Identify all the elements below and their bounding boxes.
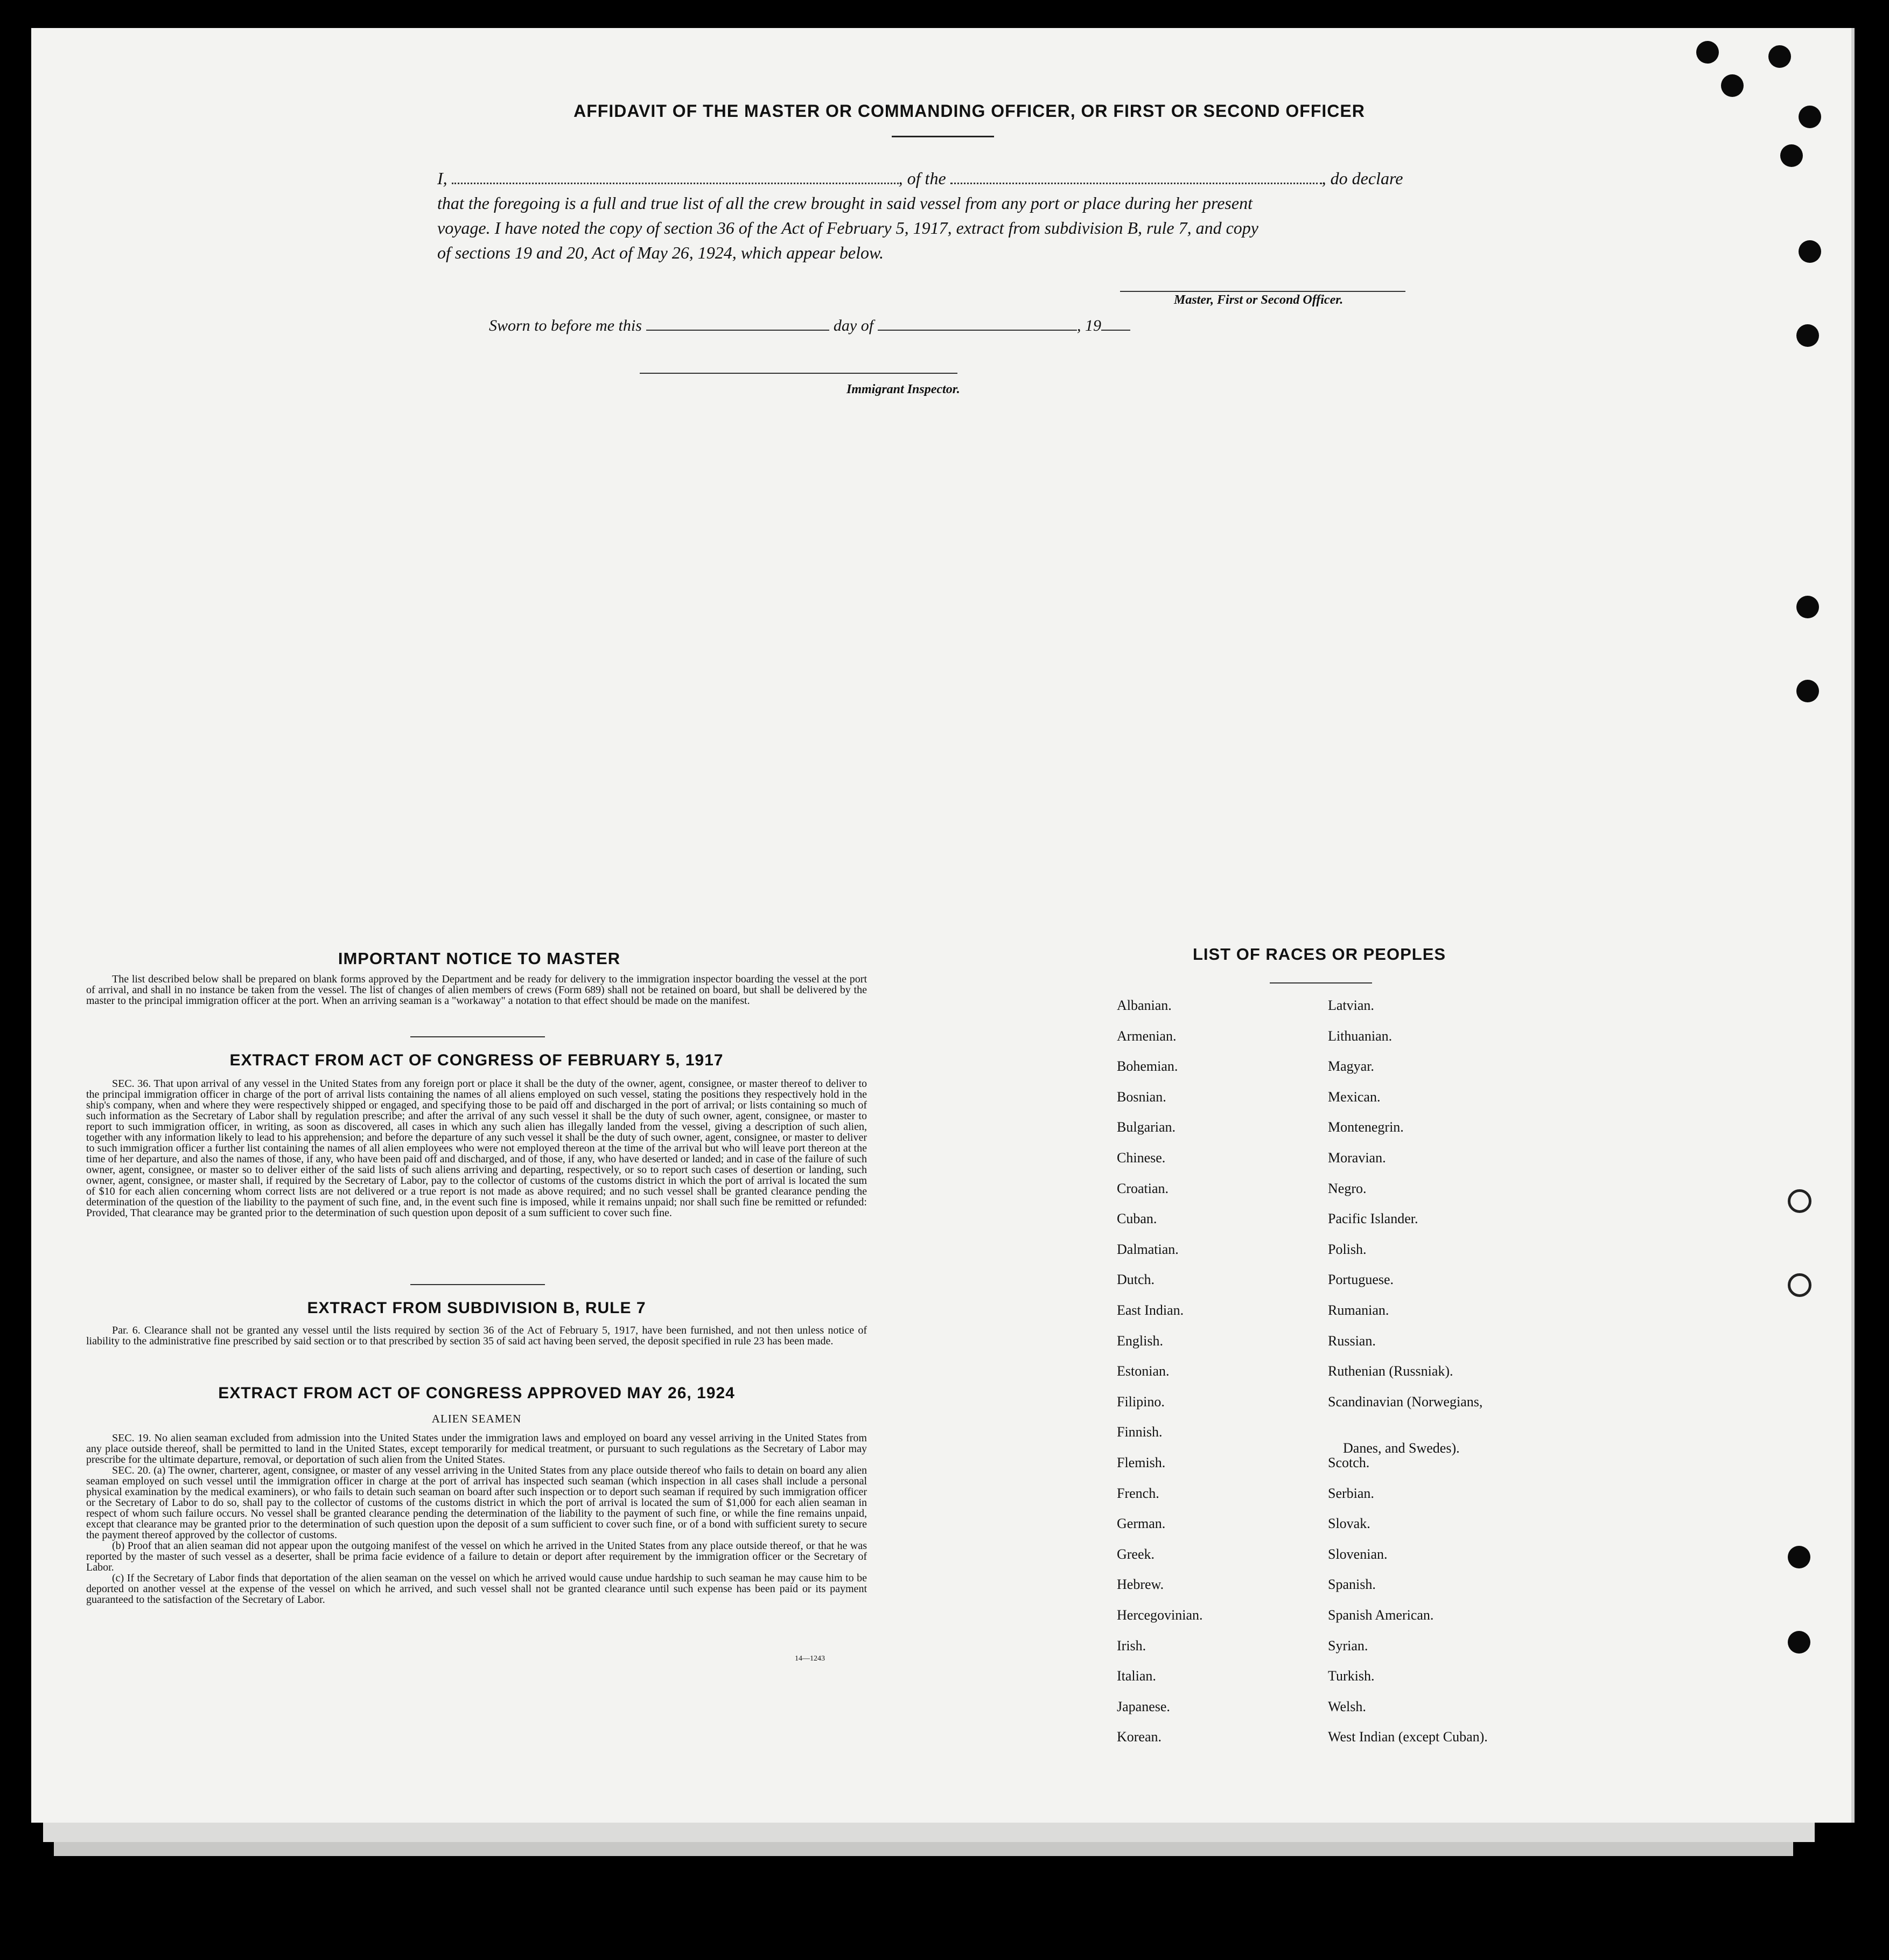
race-item: Latvian. xyxy=(1328,998,1374,1013)
race-item: Welsh. xyxy=(1328,1699,1366,1714)
race-item: Bohemian. xyxy=(1117,1058,1178,1074)
binder-hole xyxy=(1799,106,1821,128)
sworn-text: Sworn to before me this xyxy=(489,317,642,334)
race-item: Serbian. xyxy=(1328,1485,1374,1501)
extract-1924-title: EXTRACT FROM ACT OF CONGRESS APPROVED MAY 26, 1924 xyxy=(218,1384,735,1402)
race-item: Cuban. xyxy=(1117,1211,1157,1226)
race-item: Montenegrin. xyxy=(1328,1119,1404,1135)
sworn-year: , 19 xyxy=(1077,317,1102,334)
sec-20c: (c) If the Secretary of Labor finds that deportation of the alien seaman on the vessel on which he arrived would cause undue hardship to such seaman he may cause him to be deported on another vessel at the expense of the vessel on which he arrived, and such vessel shall not be granted clearance until such expense has been paid or its payment guaranteed to the satisfaction of the Secretary of Labor. xyxy=(86,1572,867,1606)
binder-hole xyxy=(1796,324,1819,347)
master-signature-label: Master, First or Second Officer. xyxy=(1174,293,1344,307)
binder-ring xyxy=(1788,1189,1811,1213)
divider xyxy=(892,136,994,137)
race-item: English. xyxy=(1117,1333,1163,1349)
race-item: Filipino. xyxy=(1117,1394,1165,1410)
divider xyxy=(1270,982,1372,984)
binder-hole xyxy=(1768,45,1791,68)
affidavit-body xyxy=(437,166,1450,265)
race-item: Japanese. xyxy=(1117,1699,1170,1714)
inspector-signature-line xyxy=(640,373,957,374)
race-item: Slovenian. xyxy=(1328,1546,1388,1562)
race-item: Bosnian. xyxy=(1117,1089,1166,1105)
binder-hole xyxy=(1721,74,1744,97)
race-item: Bulgarian. xyxy=(1117,1119,1176,1135)
race-item: Turkish. xyxy=(1328,1668,1375,1684)
sworn-line xyxy=(489,317,1243,335)
race-item: Flemish. xyxy=(1117,1455,1166,1470)
affidavit-of-the: , of the xyxy=(898,169,946,188)
underlying-page-edge-2 xyxy=(54,1842,1793,1856)
race-item: Spanish American. xyxy=(1328,1607,1434,1623)
binder-hole xyxy=(1796,680,1819,702)
notice-title: IMPORTANT NOTICE TO MASTER xyxy=(338,949,621,968)
affidavit-line-1 xyxy=(437,166,1450,191)
affidavit-i: I, xyxy=(437,169,447,188)
race-item: Greek. xyxy=(1117,1546,1155,1562)
race-item: Scotch. xyxy=(1328,1455,1370,1470)
race-item: Mexican. xyxy=(1328,1089,1381,1105)
race-item: Finnish. xyxy=(1117,1424,1163,1440)
race-item: Chinese. xyxy=(1117,1150,1166,1166)
form-number: 14—1243 xyxy=(795,1655,825,1663)
race-item: Croatian. xyxy=(1117,1181,1169,1196)
sworn-day-of: day of xyxy=(833,317,874,334)
sworn-month-blank xyxy=(878,330,1077,331)
affidavit-line-2: that the foregoing is a full and true list of all the crew brought in said vessel from any port or place during her present xyxy=(437,193,1253,213)
inspector-label: Immigrant Inspector. xyxy=(846,382,960,396)
affidavit-do-declare: , do declare xyxy=(1321,169,1403,188)
binder-hole xyxy=(1799,240,1821,263)
sworn-day-blank xyxy=(646,330,829,331)
race-item: Pacific Islander. xyxy=(1328,1211,1418,1226)
vessel-blank xyxy=(950,183,1322,184)
divider xyxy=(410,1036,545,1037)
binder-hole xyxy=(1796,596,1819,618)
extract-rule7-title: EXTRACT FROM SUBDIVISION B, RULE 7 xyxy=(307,1299,646,1317)
race-item: Armenian. xyxy=(1117,1028,1177,1044)
race-item: Irish. xyxy=(1117,1638,1146,1654)
binder-hole xyxy=(1788,1631,1810,1654)
sworn-year-blank xyxy=(1101,330,1130,331)
race-item: German. xyxy=(1117,1516,1166,1531)
sec-20b: (b) Proof that an alien seaman did not appear upon the outgoing manifest of the vessel on which he arrived in the United States from any place outside thereof, or that he was reported by the master of such vessel as a deserter, shall be prima facie evidence of a failure to detain or deport after requirement by the immigration officer or the Secretary of Labor. xyxy=(86,1540,867,1573)
master-signature-line xyxy=(1120,291,1405,292)
extract-rule7-body: Par. 6. Clearance shall not be granted any vessel until the lists required by section 36 of the Act of February 5, 1917, have been furnished, and not then unless notice of liability to the administrative fine prescribed by said section or to that prescribed by section 35 of said act having been served, the deposit specified in rule 23 has been made. xyxy=(86,1324,867,1347)
race-item: Negro. xyxy=(1328,1181,1367,1196)
race-item: Portuguese. xyxy=(1328,1272,1394,1287)
race-item: Italian. xyxy=(1117,1668,1156,1684)
race-item: Dalmatian. xyxy=(1117,1241,1179,1257)
binder-hole xyxy=(1696,41,1719,64)
race-item: Hebrew. xyxy=(1117,1577,1164,1592)
race-item: Spanish. xyxy=(1328,1577,1376,1592)
extract-1924-body xyxy=(86,1433,867,1605)
race-item: Polish. xyxy=(1328,1241,1367,1257)
notice-body: The list described below shall be prepared on blank forms approved by the Department and be ready for delivery to the immigration inspector boarding the vessel at the port of arrival, and shall in no instance be taken from the vessel. The list of changes of alien members of crews (Form 689) shall not be retained on board, but shall be delivered by the master to the principal immigration officer at the port. When an arriving seaman is a "workaway" a notation to that effect should be made on the manifest. xyxy=(86,973,867,1007)
affidavit-title: AFFIDAVIT OF THE MASTER OR COMMANDING OFFICER, OR FIRST OR SECOND OFFICER xyxy=(573,101,1365,121)
underlying-page-edge xyxy=(43,1823,1815,1842)
affidavit-line-4: of sections 19 and 20, Act of May 26, 1924, which appear below. xyxy=(437,243,884,262)
binder-ring xyxy=(1788,1273,1811,1297)
race-item: Albanian. xyxy=(1117,998,1172,1013)
race-item: East Indian. xyxy=(1117,1302,1184,1318)
binder-hole xyxy=(1788,1546,1810,1568)
race-item: French. xyxy=(1117,1485,1159,1501)
race-item: Korean. xyxy=(1117,1729,1162,1745)
extract-1917-body: SEC. 36. That upon arrival of any vessel in the United States from any foreign port or place it shall be the duty of the owner, agent, consignee, or master thereof to deliver to the principal immigration officer in charge of the port of arrival lists containing the names of all aliens employed on such vessel, stating the positions they respectively hold in the ship's company, when and where they were respectively shipped or engaged, and specifying those to be paid off and discharged in the port of arrival; or lists containing so much of such information as the Secretary of Labor shall by regulation prescribe; and after the arrival of any such vessel it shall be the duty of such owner, agent, consignee, or master to report to such immigration officer, in writing, as soon as discovered, all cases in which any such alien has illegally landed from the vessel, giving a description of such alien, together with any information likely to lead to his apprehension; and before the departure of any such vessel it shall be the duty of such owner, agent, consignee, or master to deliver to such immigration officer a further list containing the names of all alien employees who were not employed thereon at the time of the arrival but who will leave port thereon at the time of her departure, and also the names of those, if any, who have been paid off and discharged, and of those, if any, who have deserted or landed; and in case of the failure of such owner, agent, consignee, or master so to deliver either of the said lists of such aliens arriving and departing, respectively, or so to report such cases of desertion or landing, such owner, agent, consignee, or master shall, if required by the Secretary of Labor, pay to the collector of customs of the customs district in which the port of arrival is located the sum of $10 for each alien concerning whom correct lists are not delivered or a true report is not made as above required; and no such vessel shall be granted clearance pending the determination of the question of the liability to the payment of such fine, and, in the event such fine is imposed, while it remains unpaid; nor shall such fine be remitted or refunded: Provided, That clearance may be granted prior to the determination of such question upon deposit of a sum sufficient to cover such fine. xyxy=(86,1078,867,1219)
race-item: Russian. xyxy=(1328,1333,1376,1349)
divider xyxy=(410,1284,545,1285)
race-item: Lithuanian. xyxy=(1328,1028,1393,1044)
sec-20a: SEC. 20. (a) The owner, charterer, agent, consignee, or master of any vessel arriving in the United States from any place outside thereof who fails to detain on board any alien seaman employed on such vessel until the immigration officer in charge at the port of arrival has inspected such seaman (which inspection in all cases shall include a personal physical examination by the medical examiners), or who fails to detain such seaman on board after such inspection or to deport such seaman if required by such immigration officer or the Secretary of Labor to do so, shall pay to the collector of customs of the customs district in which the port of arrival is located the sum of $1,000 for each alien seaman in respect of whom such failure occurs. No vessel shall be granted clearance pending the determination of the liability to the payment of such fine, or while the fine remains unpaid, except that clearance may be granted prior to the determination of such question upon the deposit of a sum sufficient to cover such fine, or of a bond with sufficient surety to secure the payment thereof approved by the collector of customs. xyxy=(86,1464,867,1541)
race-item: Ruthenian (Russniak). xyxy=(1328,1363,1453,1379)
name-blank xyxy=(452,183,899,184)
race-item: Hercegovinian. xyxy=(1117,1607,1203,1623)
race-item: Scandinavian (Norwegians, xyxy=(1328,1394,1483,1410)
race-item: Moravian. xyxy=(1328,1150,1386,1166)
race-item: Danes, and Swedes). xyxy=(1343,1440,1460,1456)
binder-hole xyxy=(1780,144,1803,167)
race-item: Magyar. xyxy=(1328,1058,1374,1074)
race-item: Rumanian. xyxy=(1328,1302,1389,1318)
race-item: West Indian (except Cuban). xyxy=(1328,1729,1488,1745)
races-title: LIST OF RACES OR PEOPLES xyxy=(1192,945,1446,964)
race-item: Slovak. xyxy=(1328,1516,1370,1531)
extract-1917-title: EXTRACT FROM ACT OF CONGRESS OF FEBRUARY 5, 1917 xyxy=(229,1051,724,1069)
race-item: Estonian. xyxy=(1117,1363,1170,1379)
extract-1924-subtitle: ALIEN SEAMEN xyxy=(431,1412,522,1425)
affidavit-line-3: voyage. I have noted the copy of section 36 of the Act of February 5, 1917, extract from subdivision B, rule 7, and copy xyxy=(437,218,1258,238)
race-item: Syrian. xyxy=(1328,1638,1368,1654)
race-item: Dutch. xyxy=(1117,1272,1155,1287)
sec-19: SEC. 19. No alien seaman excluded from admission into the United States under the immigration laws and employed on board any vessel arriving in the United States from any place outside thereof, shall be permitted to land in the United States, except temporarily for medical treatment, or pursuant to such regulations as the Secretary of Labor may prescribe for the ultimate departure, removal, or deportation of such alien from the United States. xyxy=(86,1432,867,1466)
